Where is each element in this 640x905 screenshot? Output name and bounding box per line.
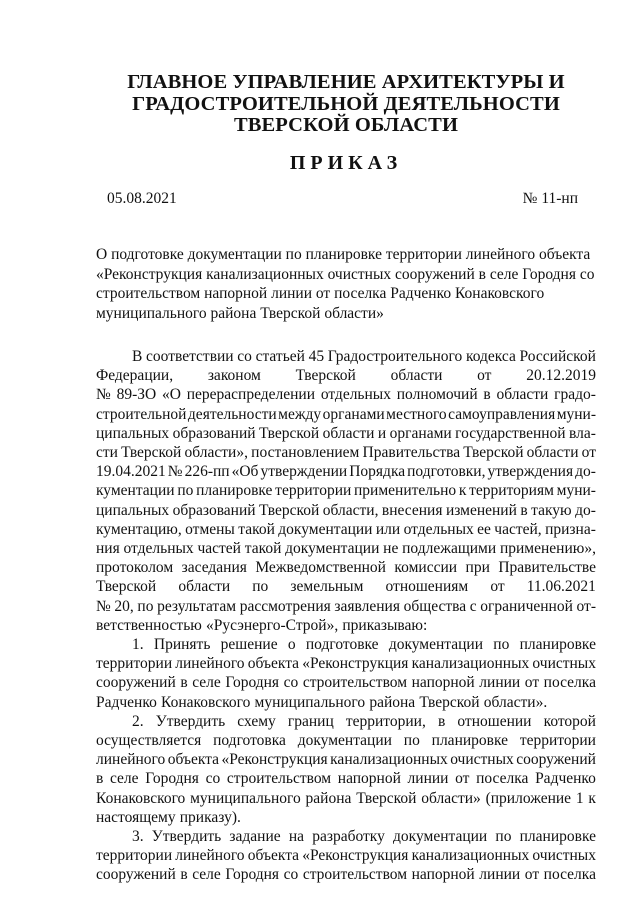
body-line: Тверской области по земельным отношениям от 11.06.2021 <box>96 578 596 596</box>
body-line: Федерации, законом Тверской области от 20.12.2019 <box>96 367 596 385</box>
document-body <box>96 347 596 885</box>
body-line: территории линейного объекта «Реконструкция канализационных очистных <box>96 847 596 865</box>
body-line: в селе Городня со строительством напорной линии от поселка Радченко <box>96 770 596 788</box>
body-line: ветственностью «Русэнерго-Строй», приказываю: <box>96 616 428 634</box>
body-line: строительной деятельности между органами местного самоуправления муни- <box>96 405 596 423</box>
body-line: Радченко Конаковского муниципального района Тверской области». <box>96 693 548 711</box>
subject-line: муниципального района Тверской области» <box>96 304 384 322</box>
body-line: сооружений в селе Городня со строительством напорной линии от поселка <box>96 866 596 884</box>
body-line: настоящему приказу). <box>96 808 241 826</box>
body-line: ципальных образований Тверской области, внесения изменений в такую до- <box>96 501 596 519</box>
org-name-line-2: ГРАДОСТРОИТЕЛЬНОЙ ДЕЯТЕЛЬНОСТИ <box>132 92 560 115</box>
body-line: 19.04.2021 № 226-пп «Об утверждении Порядка подготовки, утверждения до- <box>96 463 596 481</box>
organization-header <box>96 72 596 137</box>
body-line: ципальных образований Тверской области и органами государственной вла- <box>96 424 596 442</box>
body-line: линейного объекта «Реконструкция канализационных очистных сооружений <box>96 751 596 769</box>
body-line: сти Тверской области», постановлением Правительства Тверской области от <box>96 444 596 462</box>
document-date: 05.08.2021 <box>107 190 177 207</box>
body-line: 1. Принять решение о подготовке документации по планировке <box>132 636 596 654</box>
body-line: территории линейного объекта «Реконструкция канализационных очистных <box>96 655 596 673</box>
body-line: Конаковского муниципального района Тверской области» (приложение 1 к <box>96 789 596 807</box>
subject-line: О подготовке документации по планировке территории линейного объекта <box>96 246 591 263</box>
body-line: осуществляется подготовка документации по планировке территории <box>96 732 596 750</box>
document-subject <box>96 245 596 323</box>
body-line: 3. Утвердить задание на разработку документации по планировке <box>132 828 596 846</box>
document-type-title: ПРИКАЗ <box>289 152 403 174</box>
document-number: № 11-нп <box>522 190 578 207</box>
body-line: сооружений в селе Городня со строительством напорной линии от поселка <box>96 674 596 692</box>
subject-line: «Реконструкция канализационных очистных сооружений в селе Городня со <box>96 265 595 283</box>
subject-line: строительством напорной линии от поселка Радченко Конаковского <box>96 285 545 302</box>
body-line: кументации по планировке территории применительно к территориям муни- <box>96 482 596 500</box>
body-line: В соответствии со статьей 45 Градостроительного кодекса Российской <box>132 348 596 365</box>
org-name-line-1: ГЛАВНОЕ УПРАВЛЕНИЕ АРХИТЕКТУРЫ И <box>127 71 565 93</box>
body-line: протоколом заседания Межведомственной комиссии при Правительстве <box>96 559 596 577</box>
body-line: ния отдельных частей такой документации не подлежащими применению», <box>96 540 596 558</box>
body-line: 2. Утвердить схему границ территории, в отношении которой <box>132 712 596 730</box>
body-line: № 89-ЗО «О перераспределении отдельных полномочий в области градо- <box>96 386 596 404</box>
body-line: № 20, по результатам рассмотрения заявления общества с ограниченной от- <box>96 597 596 615</box>
org-name-line-3: ТВЕРСКОЙ ОБЛАСТИ <box>233 114 459 136</box>
body-line: кументацию, отмены такой документации или отдельных ее частей, призна- <box>96 520 596 538</box>
